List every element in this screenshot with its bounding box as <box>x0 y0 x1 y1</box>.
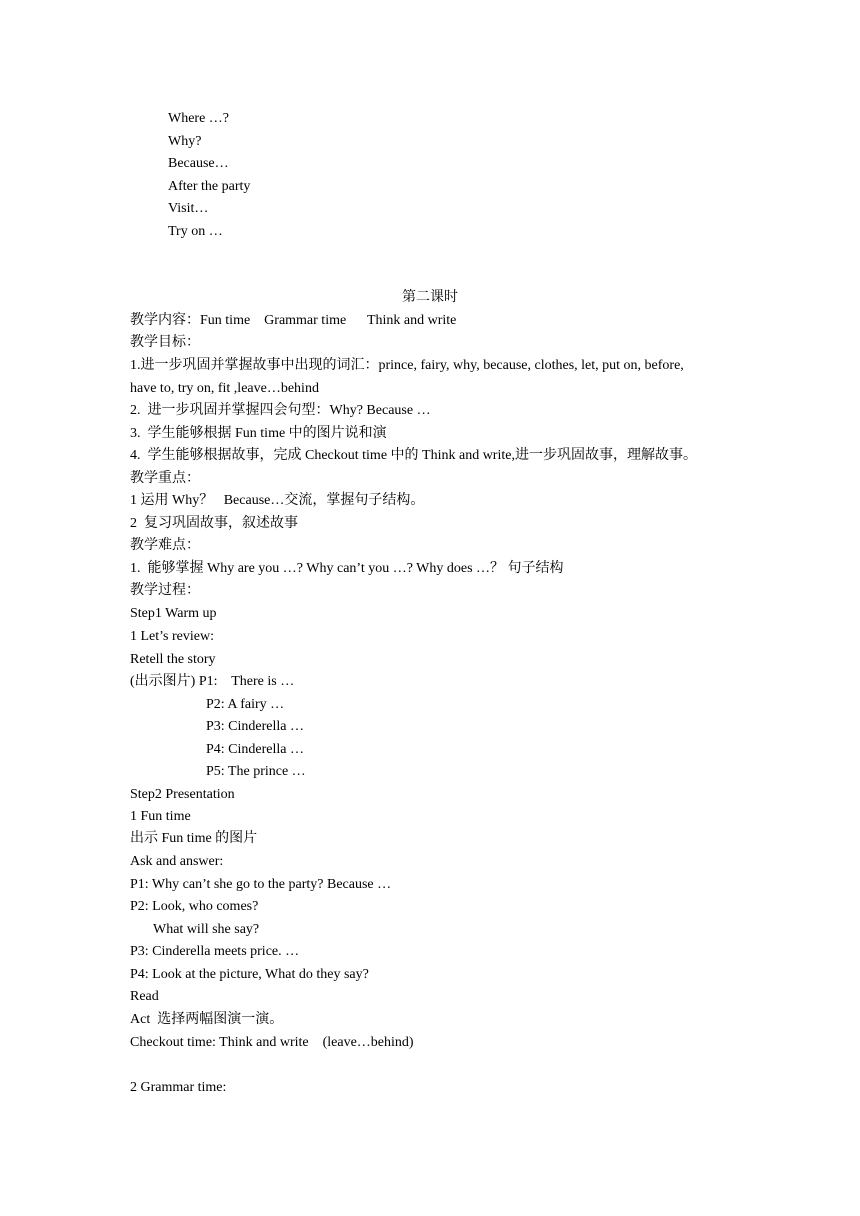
teaching-content: 教学内容：Fun time Grammar time Think and write <box>130 313 457 328</box>
step1-title: Step1 Warm up <box>130 606 217 621</box>
objective-4: 4. 学生能够根据故事，完成 Checkout time 中的 Think and write,进一步巩固故事，理解故事。 <box>130 448 697 463</box>
step2-title: Step2 Presentation <box>130 787 235 802</box>
step2-show-picture: 出示 Fun time 的图片 <box>130 831 258 846</box>
list-line-visit: Visit… <box>168 201 209 216</box>
key-points-heading: 教学重点： <box>130 471 200 486</box>
step2-grammar-time: 2 Grammar time: <box>130 1080 227 1095</box>
list-line-where: Where …? <box>168 111 230 126</box>
step2-question-p4: P4: Look at the picture, What do they say? <box>130 967 369 982</box>
list-line-why: Why? <box>168 134 202 149</box>
step2-fun-time: 1 Fun time <box>130 809 191 824</box>
key-point-2: 2 复习巩固故事，叙述故事 <box>130 516 298 531</box>
objective-3: 3. 学生能够根据 Fun time 中的图片说和演 <box>130 426 387 441</box>
step2-checkout: Checkout time: Think and write (leave…behind) <box>130 1035 414 1050</box>
step1-picture-p4: P4: Cinderella … <box>206 742 304 757</box>
process-heading: 教学过程： <box>130 583 200 598</box>
step2-act: Act 选择两幅图演一演。 <box>130 1012 284 1027</box>
lesson-title: 第二课时 <box>402 290 458 305</box>
key-point-1: 1 运用 Why？ Because…交流，掌握句子结构。 <box>130 493 425 508</box>
step1-review: 1 Let’s review: <box>130 629 214 644</box>
objective-1: 1.进一步巩固并掌握故事中出现的词汇：prince, fairy, why, because, clothes, let, put on, before, <box>130 358 684 373</box>
difficulty-1: 1. 能够掌握 Why are you …? Why can’t you …? Why does …？ 句子结构 <box>130 561 564 576</box>
step2-question-p1: P1: Why can’t she go to the party? Because … <box>130 877 392 892</box>
step1-picture-p3: P3: Cinderella … <box>206 719 304 734</box>
step1-picture-p5: P5: The prince … <box>206 764 306 779</box>
objective-2: 2. 进一步巩固并掌握四会句型：Why? Because … <box>130 403 431 418</box>
objectives-heading: 教学目标： <box>130 335 200 350</box>
objective-1-cont: have to, try on, fit ,leave…behind <box>130 381 319 396</box>
step2-question-p2: P2: Look, who comes? <box>130 899 259 914</box>
step2-read: Read <box>130 989 159 1004</box>
difficulties-heading: 教学难点： <box>130 538 200 553</box>
step2-ask-answer: Ask and answer: <box>130 854 224 869</box>
list-line-because: Because… <box>168 156 229 171</box>
step1-picture-p2: P2: A fairy … <box>206 697 285 712</box>
step2-question-p3: P3: Cinderella meets price. … <box>130 944 300 959</box>
step2-question-p2-followup: What will she say? <box>153 922 260 937</box>
list-line-try-on: Try on … <box>168 224 223 239</box>
step1-picture-p1: (出示图片) P1: There is … <box>130 674 295 689</box>
step1-retell: Retell the story <box>130 652 216 667</box>
list-line-after-party: After the party <box>168 179 251 194</box>
